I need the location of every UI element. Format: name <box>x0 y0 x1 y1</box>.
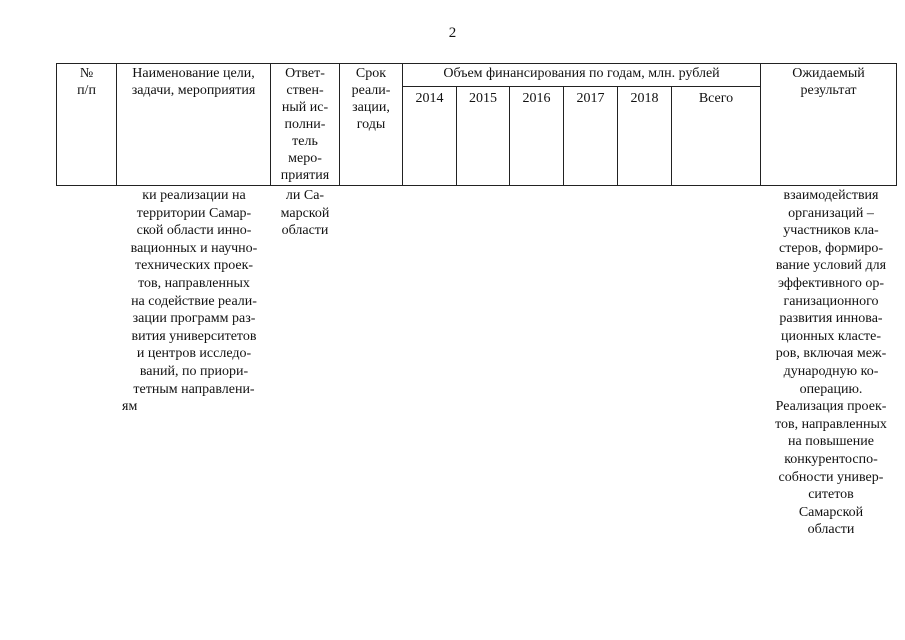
header-responsible: Ответ- ствен- ный ис- полни- тель меро- приятия <box>280 66 330 183</box>
header-name: Наименование цели, задачи, мероприятия <box>131 66 256 98</box>
header-total: Всего <box>698 91 734 106</box>
header-year-2018: 2018 <box>630 91 659 106</box>
header-num: № п/п <box>77 66 96 98</box>
header-year-2014: 2014 <box>415 91 444 106</box>
table-top-border <box>56 63 897 64</box>
header-funding: Объем финансирования по годам, млн. рублей <box>443 66 720 81</box>
header-year-2016: 2016 <box>522 91 551 106</box>
page-number: 2 <box>448 25 457 41</box>
body-name-column: ки реализации на территории Самар- ской области инно- вационных и научно- технических проек- тов, направленных на содействие реали- зации программ раз- вития университетов и центров исследо- ваний, по приори- тетным направлени- ям <box>122 188 258 415</box>
header-term: Срок реали- зации, годы <box>351 66 391 132</box>
body-responsible-column: ли Са- марской области <box>280 188 330 239</box>
header-year-2015: 2015 <box>469 91 497 106</box>
body-result-column: взаимодействия организаций – участников кла- стеров, формиро- вание условий для эффективного ор- ганизационного развития иннова- ционных класте- ров, включая меж- дународную ко- операцию. Реализация проек- тов, направленных на повышение конкурентоспо- собности универ- ситетов Самарской области <box>775 188 887 538</box>
header-result: Ожидаемый результат <box>792 66 865 98</box>
col-border-6 <box>896 63 897 186</box>
table-header-bottom-border <box>56 185 897 186</box>
header-year-2017: 2017 <box>576 91 605 106</box>
